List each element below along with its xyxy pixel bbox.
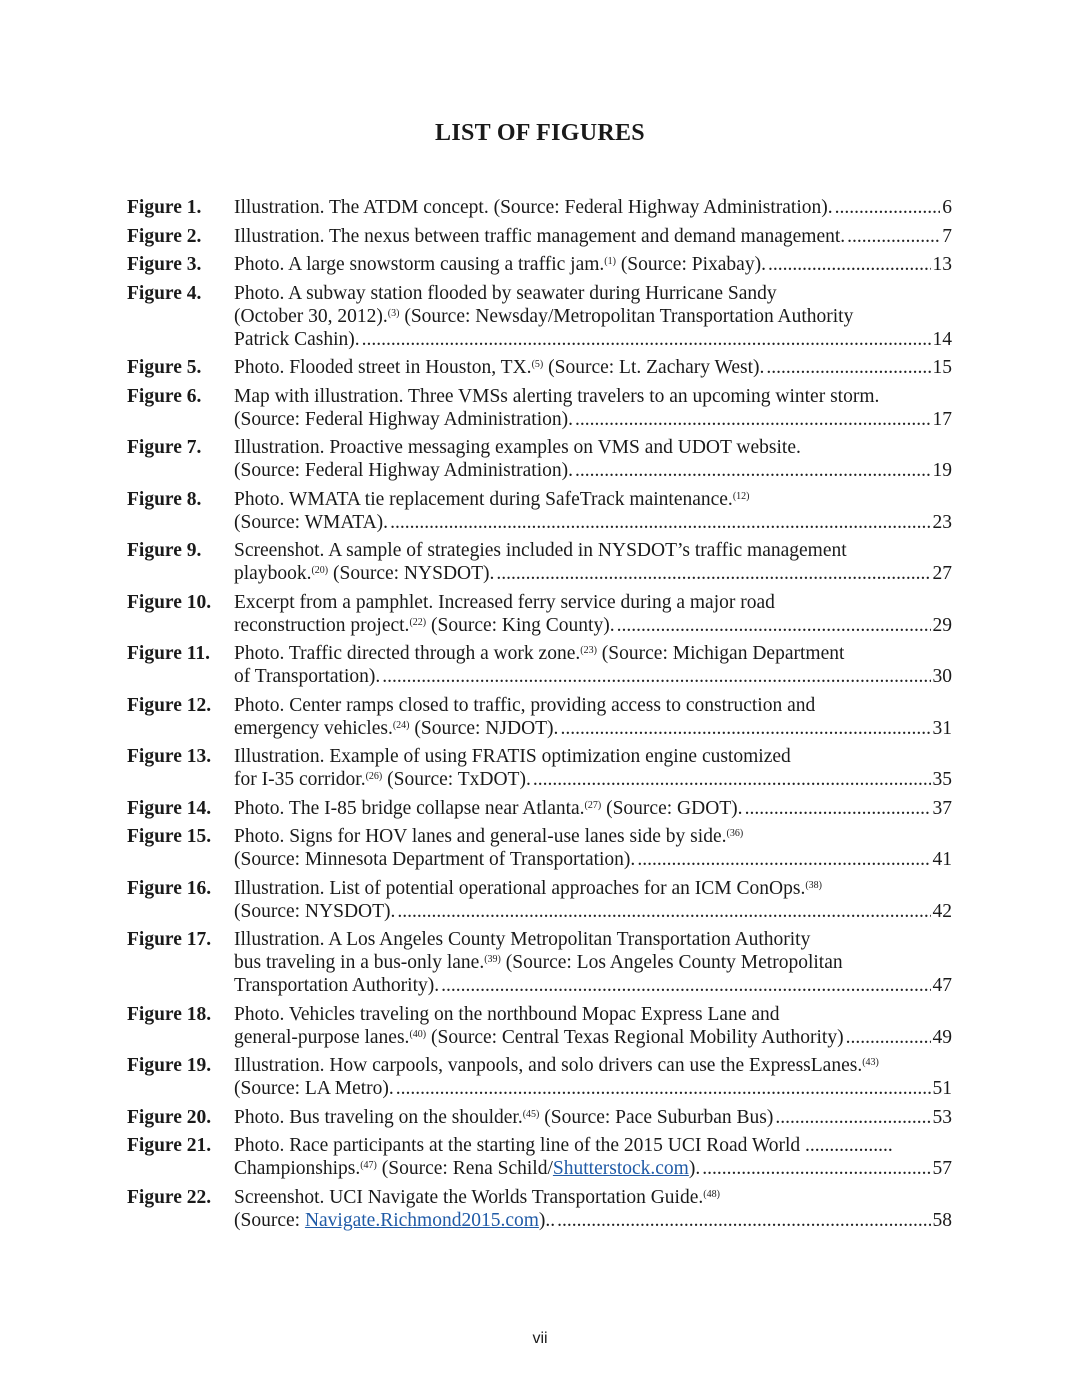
caption-text-segment: Map with illustration. Three VMSs alerting travelers to an upcoming winter storm. [234, 385, 880, 407]
caption-line [234, 196, 952, 219]
caption-text-segment: (Source: Rena Schild/ [376, 1158, 553, 1179]
figure-caption [234, 745, 952, 791]
figure-label: Figure 14. [127, 797, 212, 819]
caption-text-segment: Screenshot. UCI Navigate the Worlds Transportation Guide. [234, 1186, 704, 1208]
figure-label: Figure 22. [127, 1186, 212, 1208]
caption-text [234, 1157, 700, 1180]
caption-line [234, 1106, 952, 1129]
dot-leader [575, 459, 930, 482]
figure-caption [234, 694, 952, 740]
caption-text-segment: bus traveling in a bus-only lane. [234, 952, 485, 973]
reference-superscript: (45) [522, 1108, 540, 1120]
caption-text [234, 511, 388, 534]
figure-entry[interactable] [127, 282, 952, 351]
dot-leader [397, 900, 930, 923]
figure-caption [234, 196, 952, 219]
figure-label: Figure 10. [127, 591, 212, 613]
dot-leader [557, 1209, 930, 1232]
reference-superscript: (23) [580, 645, 597, 656]
caption-text [234, 848, 635, 871]
source-link[interactable]: Shutterstock.com [552, 1158, 689, 1179]
dot-leader [835, 196, 941, 219]
caption-line [234, 356, 952, 379]
figure-caption [234, 877, 952, 923]
figure-entry[interactable] [127, 436, 952, 482]
caption-text-segment: (Source: NYSDOT). [328, 563, 495, 584]
page-ref[interactable]: 53 [932, 1106, 952, 1128]
caption-text-segment: (Source: Lt. Zachary West). [543, 357, 765, 378]
figure-caption [234, 253, 952, 276]
caption-text [234, 900, 395, 923]
caption-line [234, 305, 952, 328]
caption-line [234, 1157, 952, 1180]
figure-entry[interactable] [127, 694, 952, 740]
caption-line [234, 282, 952, 305]
caption-text-segment: Photo. Bus traveling on the shoulder. [234, 1106, 523, 1128]
figure-label: Figure 12. [127, 694, 212, 716]
caption-text-segment: Championships. [234, 1158, 361, 1179]
source-link[interactable]: Navigate.Richmond2015.com [304, 1209, 539, 1231]
figure-label: Figure 20. [127, 1106, 212, 1128]
figure-entry[interactable] [127, 1003, 952, 1049]
caption-text-segment: Photo. Race participants at the starting line of the 2015 UCI Road World .................. [234, 1135, 893, 1156]
figure-entry[interactable] [127, 1106, 952, 1129]
page-number: vii [532, 1330, 548, 1347]
caption-text-segment: (Source: Minnesota Department of Transportation). [234, 849, 636, 870]
caption-line [234, 328, 952, 351]
caption-text [234, 1106, 773, 1129]
caption-line [234, 928, 952, 951]
reference-superscript: (3) [387, 307, 400, 319]
page-ref[interactable]: 58 [932, 1209, 952, 1231]
caption-text-segment: Illustration. The nexus between traffic management and demand management. [234, 225, 846, 247]
caption-text [234, 797, 743, 820]
figure-entry[interactable] [127, 385, 952, 431]
caption-text-segment: Photo. Traffic directed through a work zone. [234, 643, 581, 664]
figure-entry[interactable] [127, 1054, 952, 1100]
figure-label: Figure 6. [127, 385, 202, 407]
figure-caption [234, 436, 952, 482]
figure-entry[interactable] [127, 591, 952, 637]
figure-caption [234, 385, 952, 431]
caption-line [234, 951, 952, 974]
caption-line [234, 488, 952, 511]
reference-superscript: (48) [703, 1188, 720, 1200]
caption-text [234, 196, 833, 219]
caption-line [234, 717, 952, 740]
figure-entry[interactable] [127, 539, 952, 585]
figure-label: Figure 8. [127, 488, 202, 510]
figure-caption [234, 928, 952, 997]
caption-text [234, 665, 380, 688]
figure-entry[interactable] [127, 225, 952, 248]
dot-leader [390, 511, 930, 534]
caption-text-segment: Transportation Authority). [234, 975, 440, 996]
figure-entry[interactable] [127, 1186, 952, 1232]
caption-text-segment: ). [688, 1158, 701, 1179]
caption-text-segment: (October 30, 2012). [234, 305, 388, 327]
figure-entry[interactable] [127, 825, 952, 871]
caption-text [234, 1077, 394, 1100]
page-ref[interactable]: 37 [932, 797, 952, 819]
caption-text-segment: Illustration. Example of using FRATIS optimization engine customized [234, 746, 791, 767]
page-ref[interactable]: 6 [942, 197, 952, 218]
caption-line [234, 539, 952, 562]
caption-text-segment: Patrick Cashin). [234, 328, 360, 350]
caption-text-segment: Screenshot. A sample of strategies included in NYSDOT’s traffic management [234, 540, 847, 561]
caption-line [234, 1003, 952, 1026]
page-ref[interactable]: 57 [932, 1158, 952, 1179]
figure-caption [234, 225, 952, 248]
caption-text-segment: for I-35 corridor. [234, 769, 366, 790]
figure-label: Figure 21. [127, 1135, 212, 1156]
page-title: LIST OF FIGURES [435, 120, 645, 146]
figure-label: Figure 18. [127, 1003, 212, 1025]
caption-line [234, 614, 952, 637]
page-ref[interactable]: 51 [932, 1078, 952, 1099]
dot-leader [362, 328, 931, 351]
reference-superscript: (22) [409, 616, 427, 628]
page-ref[interactable]: 47 [932, 975, 952, 996]
caption-text-segment: Photo. A large snowstorm causing a traffic jam. [234, 254, 605, 275]
figure-entry[interactable] [127, 797, 952, 820]
dot-leader [560, 717, 930, 740]
caption-text-segment: Illustration. The ATDM concept. (Source: Federal Highway Administration). [234, 197, 833, 218]
reference-superscript: (38) [805, 879, 822, 891]
figure-label: Figure 13. [127, 746, 212, 767]
dot-leader [496, 562, 930, 585]
figure-entry[interactable] [127, 196, 952, 219]
caption-text-segment: general-purpose lanes. [234, 1026, 410, 1048]
dot-leader [617, 614, 931, 637]
dot-leader [575, 408, 930, 431]
figure-label: Figure 16. [127, 877, 212, 899]
figure-label: Figure 15. [127, 826, 212, 847]
figure-label: Figure 19. [127, 1055, 212, 1076]
reference-superscript: (39) [484, 954, 501, 965]
caption-line [234, 642, 952, 665]
caption-line [234, 591, 952, 614]
caption-line [234, 797, 952, 820]
page-ref[interactable]: 13 [932, 254, 952, 275]
page-ref[interactable]: 41 [932, 849, 952, 870]
caption-line [234, 694, 952, 717]
caption-text [234, 717, 558, 740]
figure-label: Figure 17. [127, 929, 212, 950]
figure-caption [234, 797, 952, 820]
dot-leader [768, 253, 931, 276]
figure-caption [234, 825, 952, 871]
figure-caption [234, 1106, 952, 1129]
dot-leader [702, 1157, 930, 1180]
caption-line [234, 408, 952, 431]
dot-leader [382, 665, 930, 688]
caption-text [234, 1026, 844, 1049]
page-ref[interactable]: 7 [942, 225, 952, 247]
caption-text-segment: (Source: Michigan Department [596, 643, 845, 664]
dot-leader [766, 356, 930, 379]
figure-entry[interactable] [127, 488, 952, 534]
page-ref[interactable]: 17 [932, 408, 952, 430]
caption-text-segment: Photo. Signs for HOV lanes and general-use lanes side by side. [234, 826, 727, 847]
caption-text-segment: (Source: King County). [426, 614, 615, 636]
caption-text-segment: playbook. [234, 563, 312, 584]
page-ref[interactable]: 49 [932, 1026, 952, 1048]
caption-text [234, 562, 494, 585]
reference-superscript: (20) [311, 565, 329, 576]
caption-text-segment: (Source: Pixabay). [615, 254, 766, 275]
page-ref[interactable]: 42 [932, 900, 952, 922]
caption-text-segment: Photo. Flooded street in Houston, TX. [234, 357, 532, 378]
caption-text-segment: Photo. WMATA tie replacement during SafeTrack maintenance. [234, 488, 733, 510]
figure-entry[interactable] [127, 642, 952, 688]
caption-text [234, 1209, 555, 1232]
caption-text-segment: Photo. The I-85 bridge collapse near Atlanta. [234, 797, 585, 819]
caption-line [234, 225, 952, 248]
figure-entry[interactable] [127, 877, 952, 923]
caption-text [234, 614, 615, 637]
caption-line [234, 877, 952, 900]
dot-leader [745, 797, 931, 820]
caption-line [234, 848, 952, 871]
caption-text [234, 328, 360, 351]
figure-entry[interactable] [127, 253, 952, 276]
figure-caption [234, 642, 952, 688]
dot-leader [396, 1077, 931, 1100]
figure-label: Figure 7. [127, 437, 202, 458]
caption-text [234, 253, 766, 276]
caption-text-segment: (Source: GDOT). [601, 797, 743, 819]
caption-line [234, 459, 952, 482]
caption-text-segment: (Source: Federal Highway Administration). [234, 408, 574, 430]
caption-line [234, 1209, 952, 1232]
caption-line [234, 1026, 952, 1049]
caption-text-segment: Photo. Center ramps closed to traffic, providing access to construction and [234, 694, 816, 716]
caption-text-segment: (Source: TxDOT). [382, 769, 531, 790]
dot-leader [637, 848, 930, 871]
page-ref[interactable]: 19 [932, 460, 952, 481]
caption-text [234, 459, 573, 482]
figure-caption [234, 1054, 952, 1100]
figure-label: Figure 11. [127, 643, 211, 664]
page-ref[interactable]: 15 [932, 357, 952, 378]
figure-label: Figure 2. [127, 225, 202, 247]
caption-text-segment: (Source: NJDOT). [409, 717, 559, 739]
figure-entry[interactable] [127, 1134, 952, 1180]
caption-text [234, 768, 531, 791]
caption-line [234, 511, 952, 534]
figure-entry[interactable] [127, 745, 952, 791]
reference-superscript: (24) [392, 719, 410, 731]
caption-line [234, 1054, 952, 1077]
caption-line [234, 974, 952, 997]
figure-caption [234, 539, 952, 585]
figure-label: Figure 5. [127, 357, 202, 378]
figure-caption [234, 282, 952, 351]
caption-text-segment: of Transportation). [234, 666, 381, 687]
page-ref[interactable]: 35 [932, 769, 952, 790]
caption-line [234, 665, 952, 688]
caption-text-segment: Photo. A subway station flooded by seawater during Hurricane Sandy [234, 282, 777, 304]
caption-text-segment: Illustration. List of potential operational approaches for an ICM ConOps. [234, 877, 806, 899]
page-ref[interactable]: 27 [932, 563, 952, 584]
reference-superscript: (5) [531, 359, 544, 370]
reference-superscript: (26) [365, 771, 383, 782]
reference-superscript: (27) [584, 799, 602, 811]
figure-caption [234, 591, 952, 637]
caption-text-segment: Excerpt from a pamphlet. Increased ferry service during a major road [234, 591, 775, 613]
caption-line [234, 562, 952, 585]
figure-entry[interactable] [127, 928, 952, 997]
dot-leader [846, 1026, 931, 1049]
figure-list [127, 196, 952, 1237]
caption-text-segment: (Source: WMATA). [234, 511, 389, 533]
caption-text-segment: emergency vehicles. [234, 717, 393, 739]
page-ref[interactable]: 23 [932, 511, 952, 533]
reference-superscript: (43) [862, 1057, 879, 1068]
figure-label: Figure 9. [127, 540, 202, 561]
caption-text-segment: ).. [538, 1209, 556, 1231]
figure-entry[interactable] [127, 356, 952, 379]
caption-line [234, 768, 952, 791]
caption-text-segment: (Source: Pace Suburban Bus) [539, 1106, 774, 1128]
dot-leader [441, 974, 930, 997]
dot-leader [533, 768, 931, 791]
caption-text-segment: (Source: Newsday/Metropolitan Transportation Authority [399, 305, 854, 327]
page-ref[interactable]: 29 [932, 614, 952, 636]
caption-text-segment: (Source: Central Texas Regional Mobility Authority) [426, 1026, 844, 1048]
caption-line [234, 745, 952, 768]
figure-label: Figure 4. [127, 282, 202, 304]
caption-text-segment: Illustration. Proactive messaging examples on VMS and UDOT website. [234, 437, 801, 458]
figure-label: Figure 1. [127, 197, 202, 218]
caption-text-segment: Illustration. A Los Angeles County Metropolitan Transportation Authority [234, 929, 811, 950]
reference-superscript: (47) [360, 1160, 377, 1171]
caption-line [234, 1134, 952, 1157]
caption-text-segment: (Source: Los Angeles County Metropolitan [500, 952, 843, 973]
caption-line [234, 900, 952, 923]
reference-superscript: (1) [604, 256, 616, 267]
caption-text-segment: Illustration. How carpools, vanpools, and solo drivers can use the ExpressLanes. [234, 1055, 863, 1076]
figure-caption [234, 356, 952, 379]
caption-text [234, 356, 764, 379]
page-ref[interactable]: 30 [932, 666, 952, 687]
caption-text [234, 408, 573, 431]
figure-caption [234, 1003, 952, 1049]
reference-superscript: (36) [726, 828, 744, 839]
caption-text-segment: Photo. Vehicles traveling on the northbound Mopac Express Lane and [234, 1003, 780, 1025]
dot-leader [775, 1106, 930, 1129]
caption-line [234, 385, 952, 408]
figure-caption [234, 488, 952, 534]
caption-text-segment: (Source: NYSDOT). [234, 900, 396, 922]
figure-caption [234, 1186, 952, 1232]
reference-superscript: (12) [732, 490, 750, 502]
caption-line [234, 436, 952, 459]
caption-line [234, 825, 952, 848]
caption-text-segment: (Source: LA Metro). [234, 1078, 394, 1099]
figure-caption [234, 1134, 952, 1180]
reference-superscript: (40) [409, 1028, 427, 1040]
page-ref[interactable]: 31 [932, 717, 952, 739]
caption-text-segment: (Source: Federal Highway Administration). [234, 460, 574, 481]
caption-line [234, 1077, 952, 1100]
caption-text-segment: (Source: [234, 1209, 305, 1231]
page-ref[interactable]: 14 [932, 328, 952, 350]
caption-text-segment: reconstruction project. [234, 614, 410, 636]
figure-label: Figure 3. [127, 254, 202, 275]
dot-leader [847, 225, 940, 248]
caption-text [234, 225, 845, 248]
caption-text [234, 974, 439, 997]
caption-line [234, 253, 952, 276]
caption-line [234, 1186, 952, 1209]
